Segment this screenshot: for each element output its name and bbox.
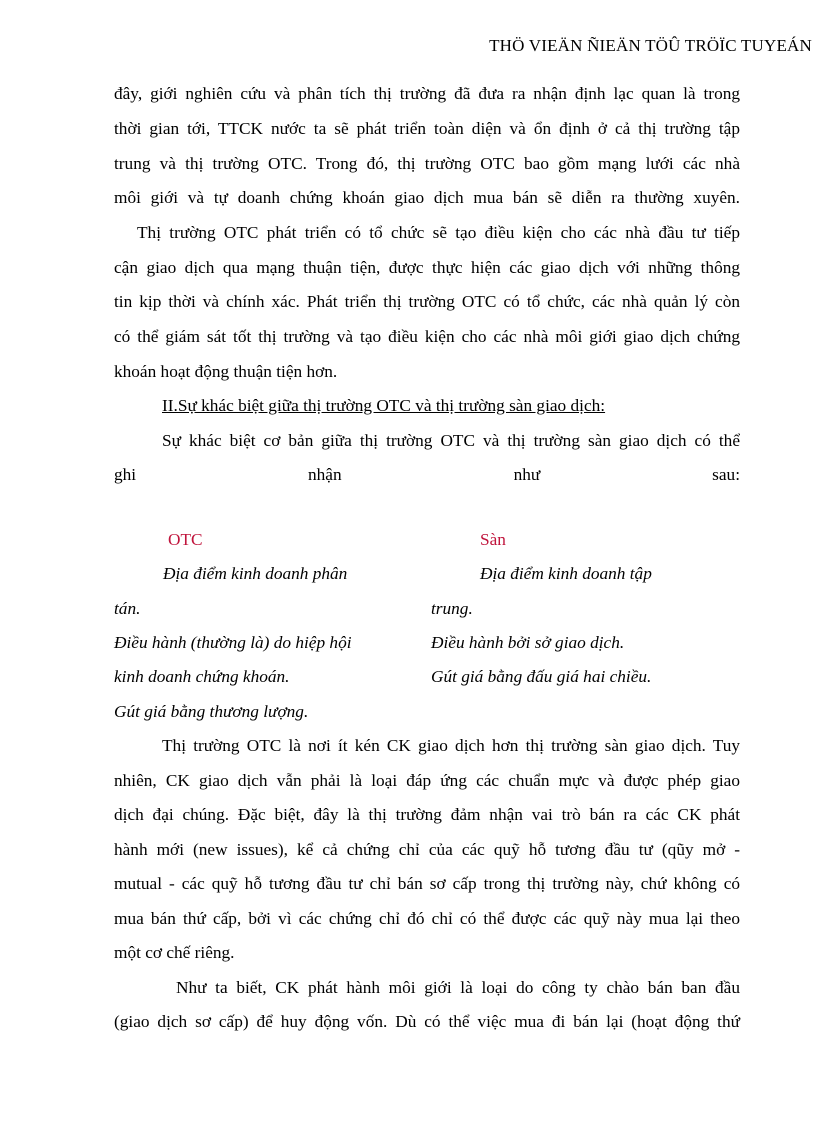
text-line: Sự khác biệt cơ bản giữa thị trường OTC và thị trường sàn giao dịch có thể [162,431,740,450]
exchange-item: Điều hành bởi sở giao dịch. [431,633,625,652]
text-line: Như ta biết, CK phát hành môi giới là loại do công ty chào bán ban đầu [176,978,740,997]
otc-item: Điều hành (thường là) do hiệp hội [114,633,352,652]
text-line: ghi nhận như sau: [114,465,740,484]
otc-item: Địa điểm kinh doanh phân [163,564,348,583]
exchange-item: trung. [431,599,473,618]
exchange-item: Gút giá bằng đấu giá hai chiều. [431,667,652,686]
text-line: (giao dịch sơ cấp) để huy động vốn. Dù có thể việc mua đi bán lại (hoạt động thứ [114,1012,740,1031]
text-line: đây, giới nghiên cứu và phân tích thị trường đã đưa ra nhận định lạc quan là trong [114,84,740,103]
text-line: dịch đại chúng. Đặc biệt, đây là thị trường đảm nhận vai trò bán ra các CK phát [114,805,740,824]
text-line: một cơ chế riêng. [114,943,235,962]
exchange-item: Địa điểm kinh doanh tập [480,564,652,583]
otc-item: kinh doanh chứng khoán. [114,667,290,686]
exchange-heading: Sàn [480,530,506,549]
otc-item: tán. [114,599,141,618]
text-line: tin kịp thời và chính xác. Phát triển thị trường OTC có tổ chức, các nhà quản lý còn [114,292,740,311]
section-heading: II.Sự khác biệt giữa thị trường OTC và thị trường sàn giao dịch: [162,396,606,415]
text-line: có thể giám sát tốt thị trường và tạo điều kiện cho các nhà môi giới giao dịch chứng [114,327,740,346]
page-header: THÖ VIEÄN ÑIEÄN TÖÛ TRÖÏC TUYEÁN [489,36,812,55]
text-line: Thị trường OTC phát triển có tổ chức sẽ tạo điều kiện cho các nhà đầu tư tiếp [137,223,740,242]
text-line: khoán hoạt động thuận tiện hơn. [114,362,338,381]
text-line: mua bán thứ cấp, bởi vì các chứng chỉ đó chỉ có thể được các quỹ này mua lại theo [114,909,740,928]
otc-heading: OTC [168,530,203,549]
text-line: nhiên, CK giao dịch vẫn phải là loại đáp ứng các chuẩn mực và được phép giao [114,771,740,790]
text-line: trung và thị trường OTC. Trong đó, thị trường OTC bao gồm mạng lưới các nhà [114,154,740,173]
otc-item: Gút giá bằng thương lượng. [114,702,309,721]
text-line: mutual - các quỹ hỗ tương đầu tư chỉ bán sơ cấp trong thị trường này, chứ không có [114,874,740,893]
text-line: Thị trường OTC là nơi ít kén CK giao dịch hơn thị trường sàn giao dịch. Tuy [162,736,740,755]
text-line: hành mới (new issues), kể cả chứng chỉ của các quỹ hỗ tương đầu tư (qũy mở - [114,840,740,859]
text-line: môi giới và tự doanh chứng khoán giao dịch mua bán sẽ diễn ra thường xuyên. [114,188,740,207]
text-line: cận giao dịch qua mạng thuận tiện, được thực hiện các giao dịch với những thông [114,258,740,277]
text-line: thời gian tới, TTCK nước ta sẽ phát triển toàn diện và ổn định ở cả thị trường tập [114,119,740,138]
